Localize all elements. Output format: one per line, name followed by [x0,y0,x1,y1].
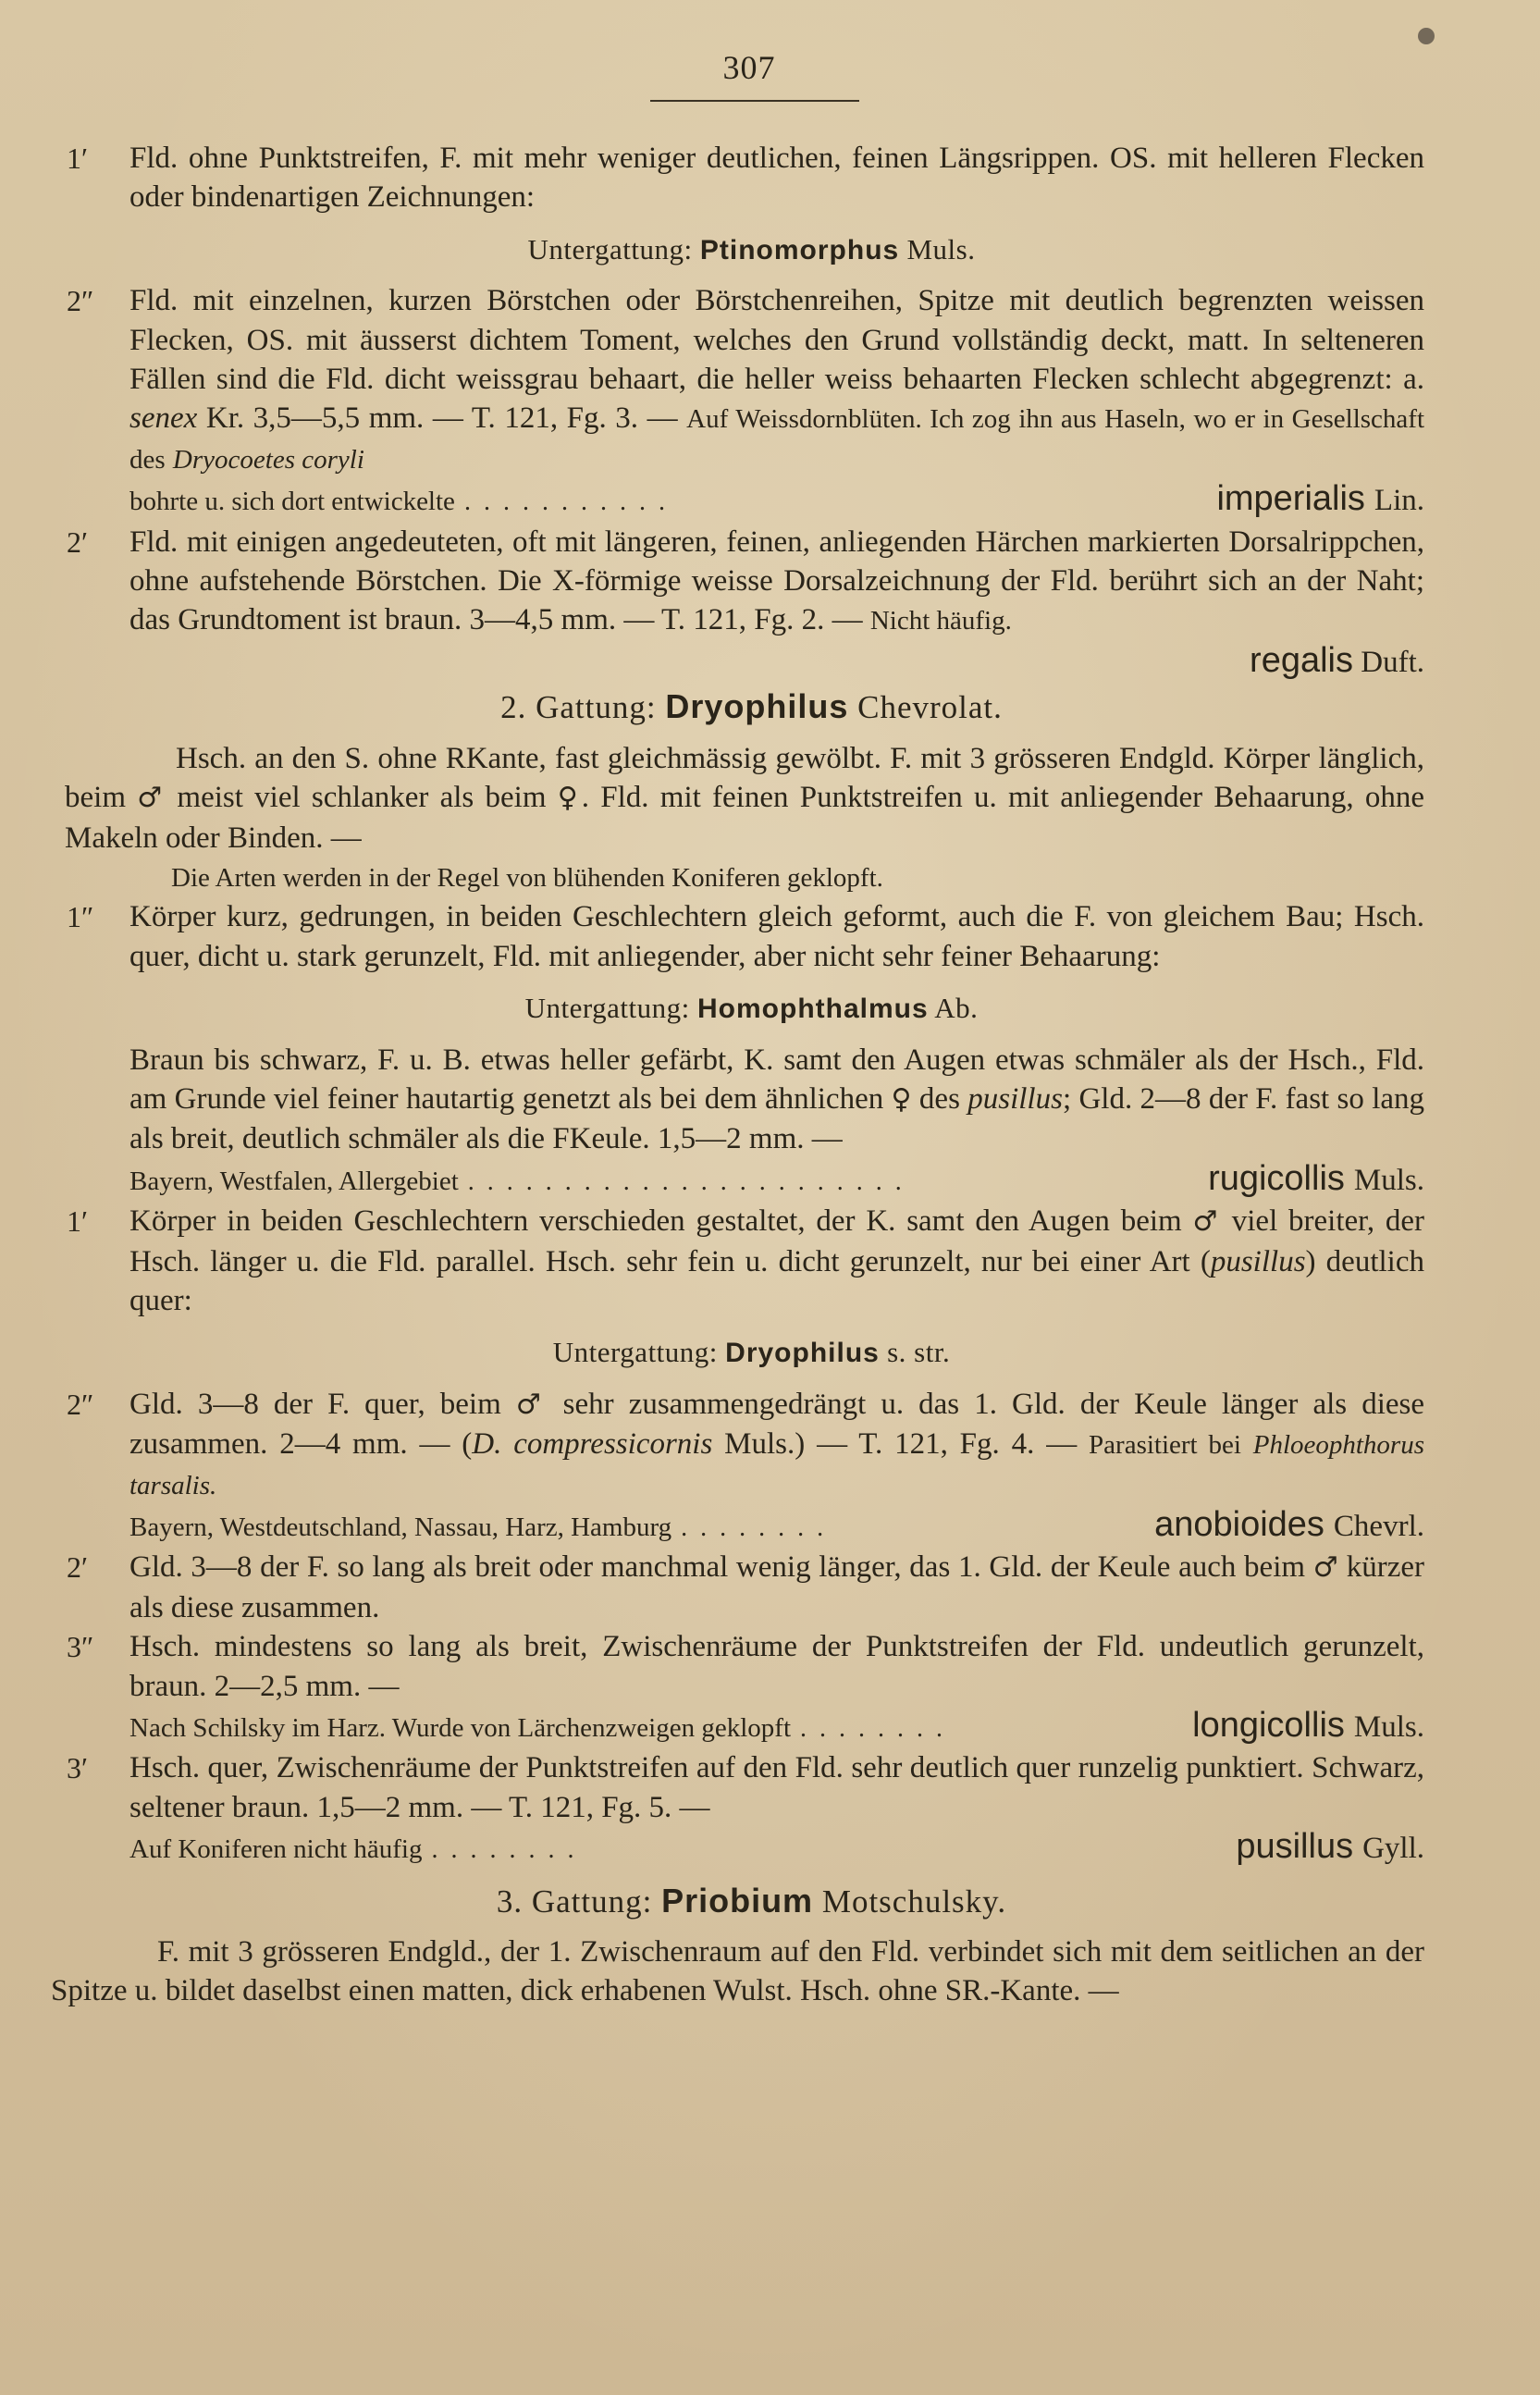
leader-dots: ........... [463,488,678,517]
entry-text: kürzer als diese zusammen. [129,1550,1424,1624]
entry-number: 1″ [67,900,94,934]
description-text: Hsch. an den S. ohne RKante, fast gleichmässig gewölbt. F. mit 3 grösseren Endgld. Körper länglich, beim [65,741,1424,815]
key-entry-3doubleprime [0,1627,1540,1748]
subgenus-name: Ptinomorphus [699,234,900,265]
species-reference: pusillus [1210,1244,1306,1278]
subgenus-author: s. str. [887,1336,951,1369]
entry-note: Nicht häufig. [869,606,1012,636]
species-name: imperialis [1216,479,1365,519]
entry-number: 3′ [67,1751,88,1785]
male-symbol: ♂ [137,782,166,815]
key-entry-2doubleprime-b [0,1385,1540,1549]
description-note: Die Arten werden in der Regel von blühenden Koniferen geklopft. [171,862,883,893]
key-entry-2prime-b [0,1548,1540,1627]
genus-name: Dryophilus [665,687,849,726]
subgenus-prefix: Untergattung: [552,1336,718,1369]
page-number: 307 [722,49,776,86]
genus-description [0,739,1540,898]
entry-text: ) deutlich quer: [129,1244,1424,1317]
entry-note: Auf Koniferen nicht häufig [129,1834,423,1865]
entry-text: Körper in beiden Geschlechtern verschieden gestaltet, der K. samt den Augen beim [129,1204,1182,1239]
species-name: pusillus [1236,1827,1354,1867]
entry-text: Körper kurz, gedrungen, in beiden Geschlechtern gleich geformt, auch die F. von gleichem Bau; Hsch. quer, dicht u. stark gerunzelt, Fld. mit anliegender, aber nicht sehr feiner Behaarung: [129,900,1424,973]
species-name: regalis [1250,640,1353,680]
entry-text: Braun bis schwarz, F. u. B. etwas heller gefärbt, K. samt den Augen etwas schmäler als der Hsch., Fld. am Grunde viel feiner hautartig genetzt als bei dem ähnlichen [129,1043,1424,1116]
subgenus-name: Dryophilus [725,1338,880,1369]
entry-text: Fld. ohne Punktstreifen, F. mit mehr weniger deutlichen, feinen Längsrippen. OS. mit helleren Flecken oder bindenartigen Zeichnungen: [129,142,1424,215]
entry-number: 2′ [67,525,88,559]
entry-note: Bayern, Westfalen, Allergebiet [129,1166,459,1196]
synonym-name: D. compressicornis [472,1427,713,1462]
page-body [0,139,1540,2011]
entry-note: Parasitiert bei [1089,1430,1241,1461]
leader-dots: ....................... [467,1167,915,1196]
entry-text: Hsch. quer, Zwischenräume der Punktstreifen auf den Fld. sehr deutlich quer runzelig punktiert. Schwarz, seltener braun. 1,5—2 mm. — T. 121, Fg. 5. — [129,1751,1424,1824]
subgenus-prefix: Untergattung: [527,232,693,265]
ink-spot [1418,28,1435,44]
entry-note: Nach Schilsky im Harz. Wurde von Lärchenzweigen geklopft [129,1713,792,1744]
description-text: . Fld. mit feinen Punktstreifen u. mit anliegender Behaarung, ohne Makeln oder Binden. — [65,781,1425,855]
variety-name: senex [129,401,198,436]
entry-text: Muls.) — T. 121, Fg. 4. — [724,1427,1078,1462]
entry-text: Gld. 3—8 der F. so lang als breit oder manchmal wenig länger, das 1. Gld. der Keule auch beim [129,1550,1306,1585]
subgenus-heading-homophthalmus [0,989,1540,1029]
species-name: rugicollis [1208,1158,1345,1198]
species-author: Muls. [1353,1710,1424,1745]
female-symbol: ♀ [891,1082,912,1116]
entry-text: sehr zusammengedrängt u. das 1. Gld. der Keule länger als diese zusammen. 2—4 mm. — ( [129,1387,1424,1462]
species-line [0,641,1540,682]
subgenus-heading-ptinomorphus [0,230,1540,270]
species-line [129,1706,1424,1748]
entry-text: Gld. 3—8 der F. quer, beim [129,1387,501,1421]
entry-number: 1′ [67,1204,88,1239]
species-name: longicollis [1192,1706,1345,1746]
entry-number: 1′ [67,142,88,175]
entry-text: Fld. mit einzelnen, kurzen Börstchen oder Börstchenreihen, Spitze mit deutlich begrenzten weissen Flecken, OS. mit äusserst dichtem Toment, welches den Grund vollständig deckt, matt. In selteneren Fällen sind die Fld. dicht weissgrau behaart, die heller weiss behaarten Flecken schlecht abgegrenzt: a. [129,284,1424,397]
entry-note: Bayern, Westdeutschland, Nassau, Harz, Hamburg [129,1512,672,1542]
genus-prefix: 3. Gattung: [496,1883,653,1920]
subgenus-name: Homophthalmus [697,994,929,1025]
description-text: F. mit 3 grösseren Endgld., der 1. Zwischenraum auf den Fld. verbindet sich mit dem seitlichen an der Spitze u. bildet daselbst einen matten, dick erhabenen Wulst. Hsch. ohne SR.-Kante. — [51,1935,1424,2008]
genus-author: Chevrolat. [857,689,1003,726]
host-species: Dryocoetes coryli [172,444,364,475]
species-description-rugicollis [0,1041,1540,1203]
header-rule [650,100,859,102]
subgenus-prefix: Untergattung: [524,992,690,1025]
genus-prefix: 2. Gattung: [500,689,657,726]
male-symbol: ♂ [515,1388,548,1421]
species-line [129,1159,1424,1202]
key-entry-1prime [0,139,1540,217]
entry-text: des [918,1081,960,1116]
species-line [129,1827,1424,1870]
species-author: Gyll. [1362,1832,1424,1866]
genus-heading-priobium [0,1882,1540,1921]
entry-number: 2″ [67,1387,94,1421]
entry-text: ; Gld. 2—8 der F. fast so lang als breit, deutlich schmäler als die FKeule. 1,5—2 mm. — [129,1081,1425,1156]
species-line [129,479,1424,522]
entry-note: Auf Weissdornblüten. Ich zog ihn aus Haseln, wo er in Gesellschaft des [129,404,1424,475]
leader-dots: ........ [681,1513,837,1542]
entry-text: Hsch. mindestens so lang als breit, Zwischenräume der Punktstreifen der Fld. undeutlich gerunzelt, braun. 2—2,5 mm. — [129,1630,1424,1703]
key-entry-1doubleprime [0,897,1540,976]
entry-note: bohrte u. sich dort entwickelte [129,487,455,517]
genus-name: Priobium [661,1881,814,1920]
subgenus-author: Muls. [906,232,976,265]
male-symbol: ♂ [1192,1205,1221,1239]
key-entry-2prime [0,523,1540,641]
entry-number: 2′ [67,1550,88,1585]
subgenus-heading-dryophilus [0,1333,1540,1373]
genus-heading-dryophilus [0,687,1540,727]
subgenus-author: Ab. [934,992,979,1025]
entry-number: 3″ [67,1630,94,1664]
key-entry-3prime [0,1748,1540,1870]
species-author: Muls. [1353,1163,1424,1197]
genus-author: Motschulsky. [821,1883,1007,1920]
key-entry-1prime-b [0,1202,1540,1320]
leader-dots: ........ [800,1714,956,1744]
entry-number: 2″ [67,284,94,318]
entry-text: Kr. 3,5—5,5 mm. — T. 121, Fg. 3. — [205,401,678,436]
entry-text: viel breiter, der Hsch. länger u. die Fld. parallel. Hsch. sehr fein u. dicht gerunzelt, nur bei einer Art ( [129,1204,1424,1278]
species-line [129,1505,1424,1548]
species-name: anobioides [1154,1505,1324,1544]
species-reference: pusillus [967,1081,1063,1116]
host-species: Phloeophthorus tarsalis. [129,1430,1425,1500]
entry-text: Fld. mit einigen angedeuteten, oft mit längeren, feinen, anliegenden Härchen markierten Dorsalrippchen, ohne aufstehende Börstchen. Die X-förmige weisse Dorsalzeichnung der Fld. berührt sich an der Naht; das Grundtoment ist braun. 3—4,5 mm. — T. 121, Fg. 2. — [129,525,1424,637]
genus-description [0,1932,1540,2011]
species-author: Duft. [1361,645,1424,679]
species-author: Lin. [1374,484,1424,518]
key-entry-2doubleprime [0,281,1540,522]
species-author: Chevrl. [1333,1510,1424,1543]
leader-dots: ........ [431,1835,587,1865]
female-symbol: ♀ [557,782,582,815]
description-text: meist viel schlanker als beim [177,781,547,815]
male-symbol: ♂ [1312,1551,1339,1585]
